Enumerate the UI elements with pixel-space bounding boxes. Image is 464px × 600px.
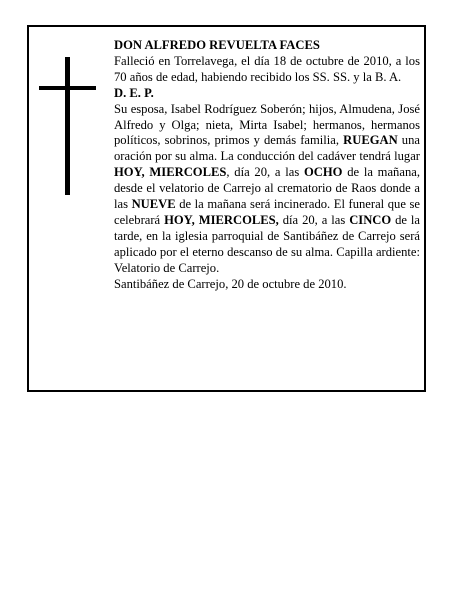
deceased-name: DON ALFREDO REVUELTA FACES [114,38,320,52]
obituary-text [114,38,420,293]
family-and-service-details: Su esposa, Isabel Rodríguez Soberón; hijos, Almudena, José Alfredo y Olga; nieta, Mirta Isabel; hermanos, hermanos políticos, sobrinos, primos y demás familia, RUEGAN una oración por su alma. La conducción del cadáver tendrá lugar HOY, MIERCOLES, día 20, a las OCHO de la mañana, desde el velatorio de Carrejo al crematorio de Raos donde a las NUEVE de la mañana será incinerado. El funeral que se celebrará HOY, MIERCOLES, día 20, a las CINCO de la tarde, en la iglesia parroquial de Santibáñez de Carrejo será aplicado por el eterno descanso de su alma. Capilla ardiente: Velatorio de Carrejo. [114,101,421,275]
death-announcement: Falleció en Torrelavega, el día 18 de octubre de 2010, a los 70 años de edad, habiendo recibido los SS. SS. y la B. A. [114,53,420,84]
place-and-date: Santibáñez de Carrejo, 20 de octubre de 2010. [114,276,347,291]
cross-icon-horizontal-bar [39,86,96,90]
cross-icon-vertical-bar [65,57,70,195]
rip-line: D. E. P. [114,85,154,100]
